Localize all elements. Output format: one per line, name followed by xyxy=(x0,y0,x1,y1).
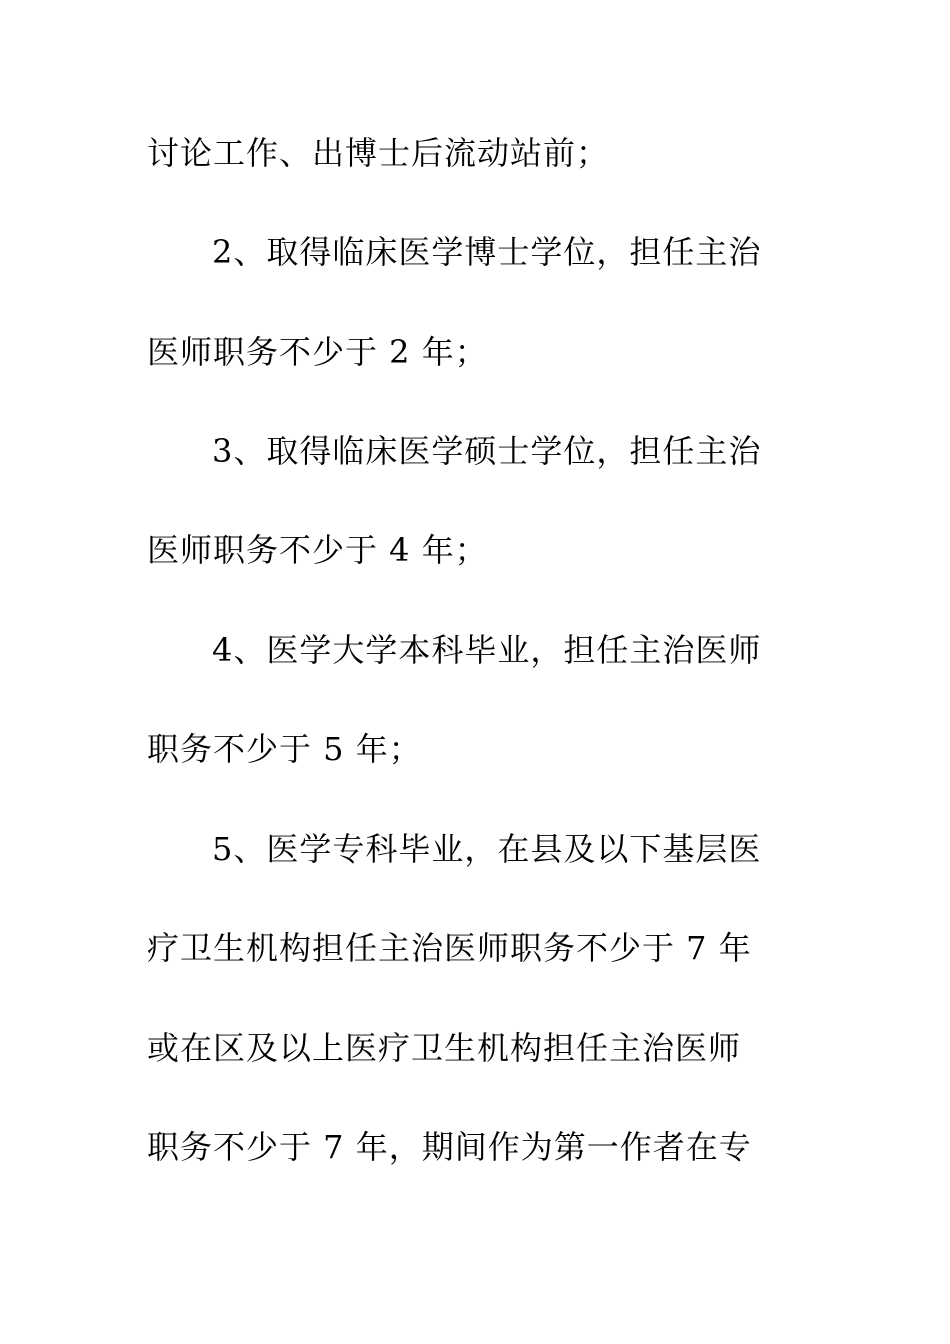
text-line: 或在区及以上医疗卫生机构担任主治医师 xyxy=(147,1029,742,1067)
text-line: 职务不少于 7 年，期间作为第一作者在专 xyxy=(147,1128,752,1166)
text-line: 医师职务不少于 2 年； xyxy=(147,333,488,371)
text-line: 讨论工作、出博士后流动站前； xyxy=(147,134,610,172)
text-line: 疗卫生机构担任主治医师职务不少于 7 年 xyxy=(147,929,752,967)
text-line: 2、取得临床医学博士学位，担任主治 xyxy=(212,233,762,271)
text-line: 医师职务不少于 4 年； xyxy=(147,531,488,569)
text-line: 职务不少于 5 年； xyxy=(147,730,422,768)
text-line: 5、医学专科毕业，在县及以下基层医 xyxy=(212,830,762,868)
text-line: 3、取得临床医学硕士学位，担任主治 xyxy=(212,432,762,470)
text-line: 4、医学大学本科毕业，担任主治医师 xyxy=(212,631,762,669)
